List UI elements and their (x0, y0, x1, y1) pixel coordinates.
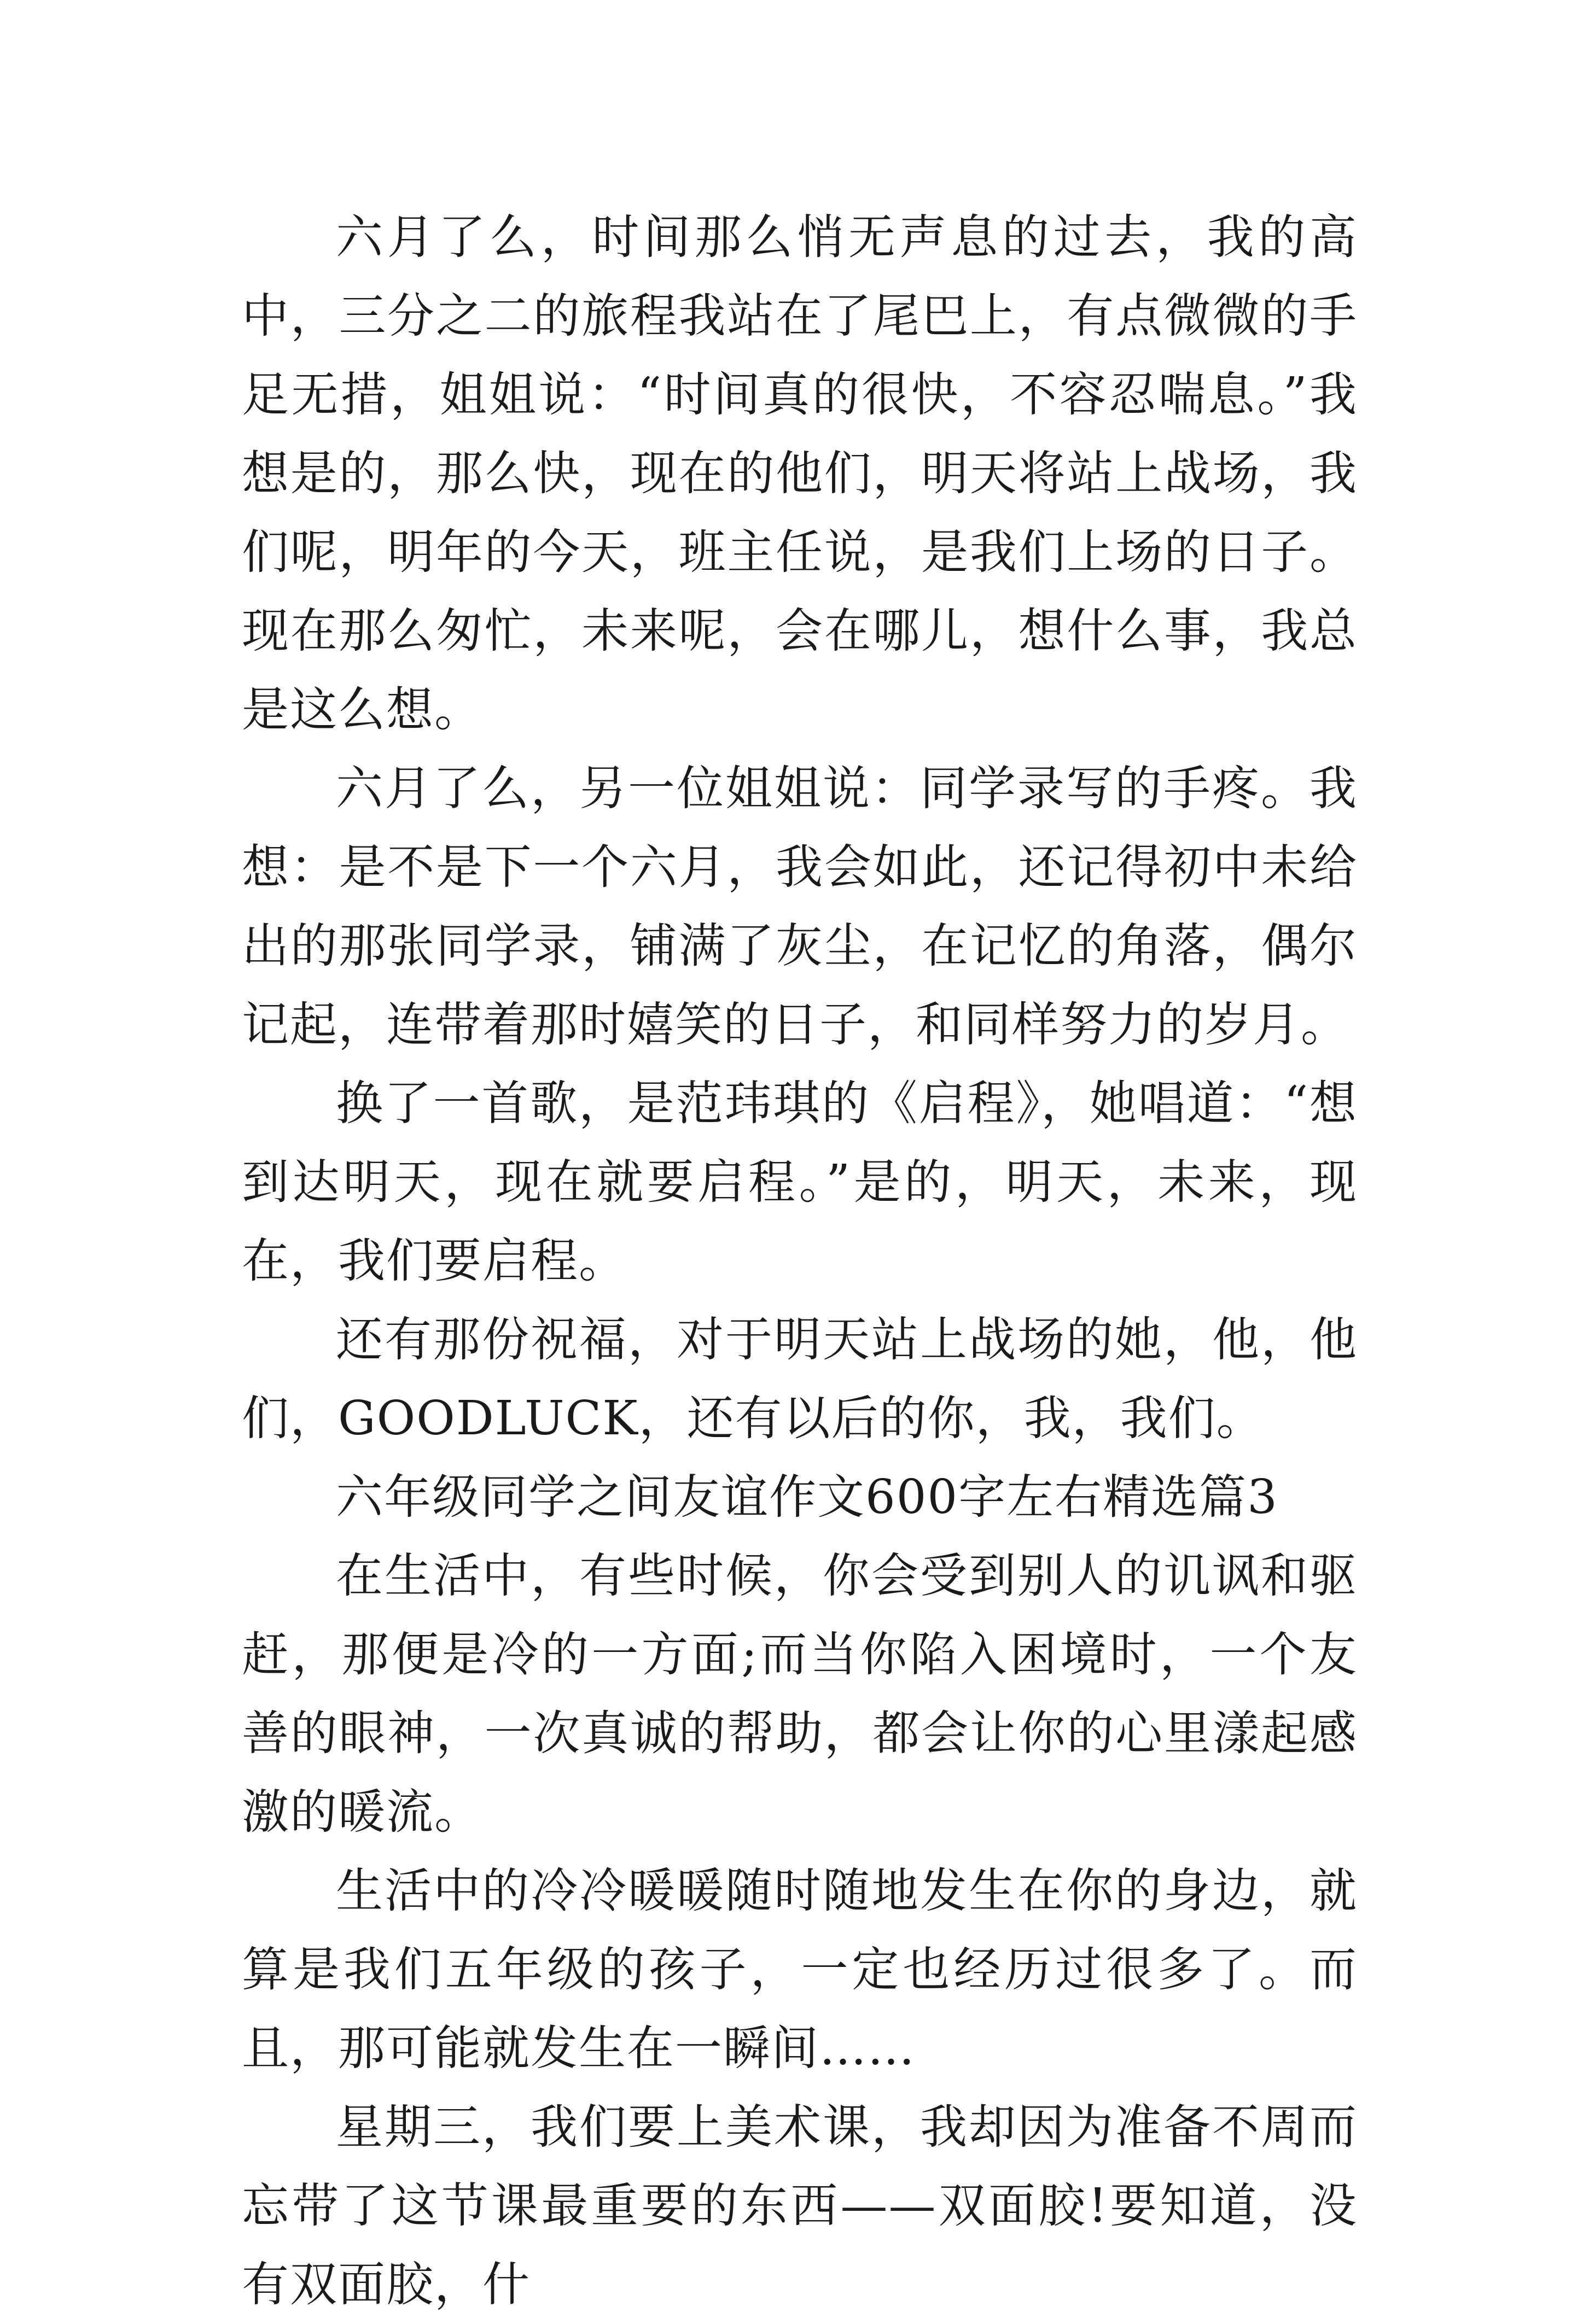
paragraph-classmate-book: 六月了么，另一位姐姐说：同学录写的手疼。我想：是不是下一个六月，我会如此，还记得初中未给出的那张同学录，铺满了灰尘，在记忆的角落，偶尔记起，连带着那时嬉笑的日子，和同样努力的岁月。 (242, 761, 1358, 1052)
paragraph-wednesday: 星期三，我们要上美术课，我却因为准备不周而忘带了这节课最重要的东西——双面胶!要知道，没有双面胶，什 (242, 2100, 1358, 2312)
document-body (242, 198, 1358, 2324)
paragraph-june-time: 六月了么，时间那么悄无声息的过去，我的高中，三分之二的旅程我站在了尾巴上，有点微微的手足无措，姐姐说：“时间真的很快，不容忍喘息。”我想是的，那么快，现在的他们，明天将站上战场，我们呢，明年的今天，班主任说，是我们上场的日子。现在那么匆忙，未来呢，会在哪儿，想什么事，我总是这么想。 (242, 210, 1358, 737)
paragraph-song: 换了一首歌，是范玮琪的《启程》，她唱道：“想到达明天，现在就要启程。”是的，明天，未来，现在，我们要启程。 (242, 1076, 1358, 1288)
section-heading: 六年级同学之间友谊作文600字左右精选篇3 (336, 1470, 1278, 1525)
paragraph-blessing: 还有那份祝福，对于明天站上战场的她，他，他们，GOODLUCK，还有以后的你，我，我们。 (242, 1312, 1358, 1446)
paragraph-cold-warm: 在生活中，有些时候，你会受到别人的讥讽和驱赶，那便是冷的一方面;而当你陷入困境时，一个友善的眼神，一次真诚的帮助，都会让你的心里漾起感激的暖流。 (242, 1549, 1358, 1840)
paragraph-daily-life: 生活中的冷冷暖暖随时随地发生在你的身边，就算是我们五年级的孩子，一定也经历过很多了。而且，那可能就发生在一瞬间…… (242, 1864, 1358, 2076)
